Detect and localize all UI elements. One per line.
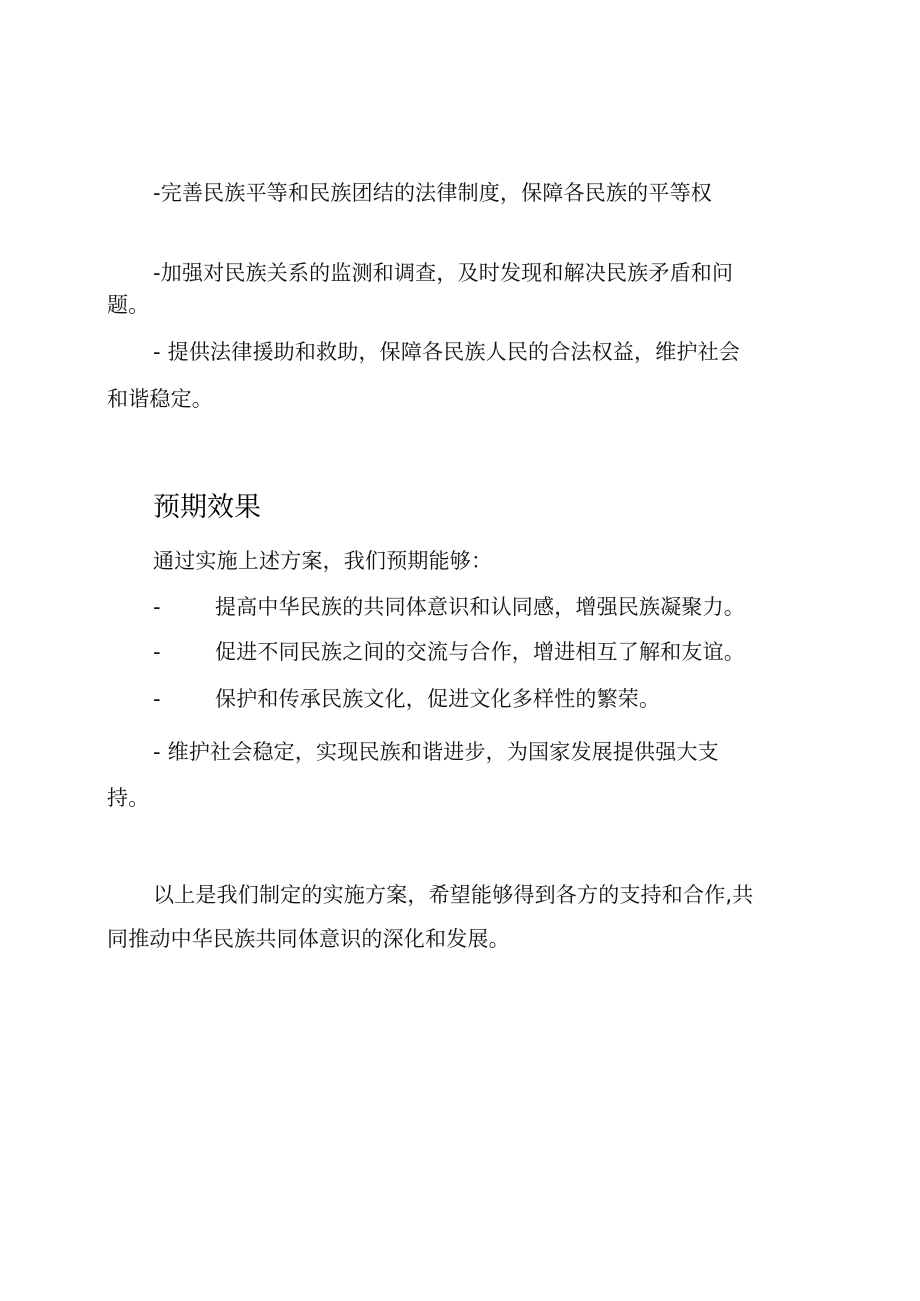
section-heading: 预期效果 (153, 492, 261, 523)
list-item-text: 提高中华民族的共同体意识和认同感，增强民族凝聚力。 (215, 595, 745, 619)
last-effect-line-1: - 维护社会稳定，实现民族和谐进步，为国家发展提供强大支 (153, 740, 719, 764)
measure-item-3-line-1: - 提供法律援助和救助，保障各民族人民的合法权益，维护社会 (153, 340, 741, 364)
measure-item-2-line-1: -加强对民族关系的监测和调查，及时发现和解决民族矛盾和问 (153, 261, 734, 285)
conclusion-line-1: 以上是我们制定的实施方案，希望能够得到各方的支持和合作,共 (153, 883, 754, 907)
conclusion-line-2: 同推动中华民族共同体意识的深化和发展。 (107, 927, 510, 951)
list-dash: - (153, 640, 161, 664)
measure-item-3-line-2: 和谐稳定。 (107, 387, 213, 411)
section-intro: 通过实施上述方案，我们预期能够： (153, 549, 493, 573)
last-effect-line-2: 持。 (107, 786, 150, 810)
measure-item-2-line-2: 题。 (107, 293, 150, 317)
list-dash: - (153, 687, 161, 711)
list-item-text: 促进不同民族之间的交流与合作，增进相互了解和友谊。 (215, 640, 745, 664)
measure-item-1: -完善民族平等和民族团结的法律制度，保障各民族的平等权 (153, 181, 712, 205)
list-dash: - (153, 595, 161, 619)
list-item-text: 保护和传承民族文化，促进文化多样性的繁荣。 (215, 687, 661, 711)
